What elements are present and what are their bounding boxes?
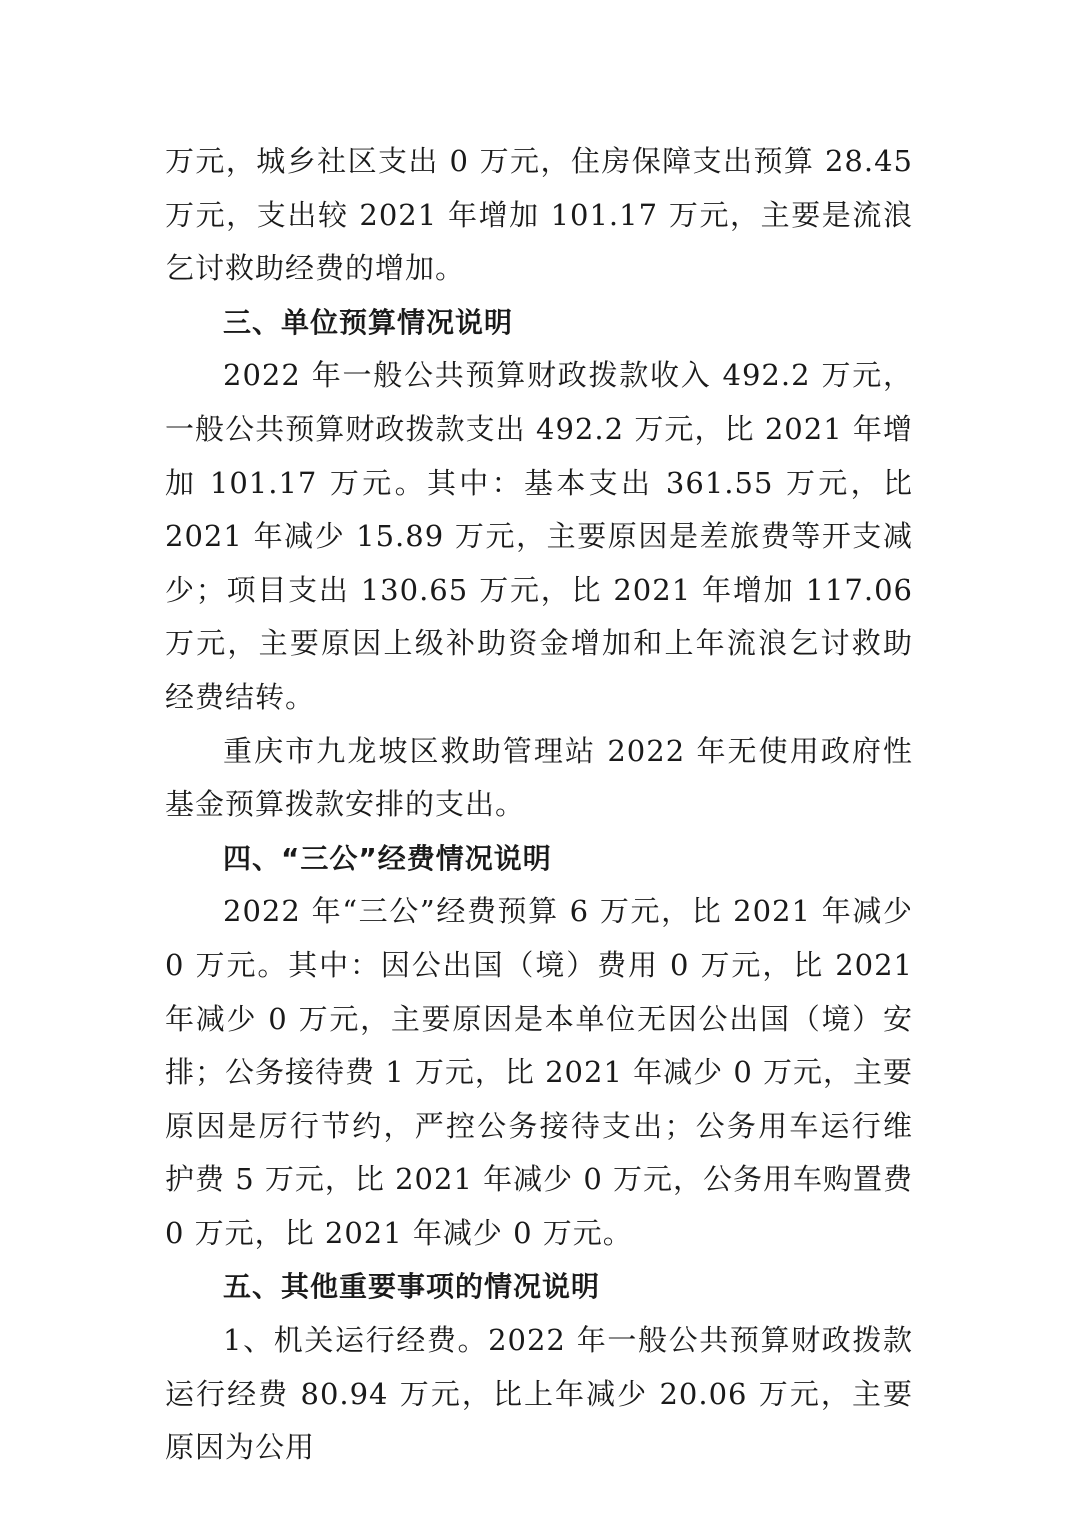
section-heading-three-public: 四、“三公”经费情况说明 bbox=[223, 841, 552, 875]
section-heading-other-matters: 五、其他重要事项的情况说明 bbox=[223, 1270, 601, 1304]
document-body bbox=[165, 135, 913, 1475]
paragraph-continued-expenditure: 万元，城乡社区支出 0 万元，住房保障支出预算 28.45 万元，支出较 2021 年增加 101.17 万元，主要是流浪乞讨救助经费的增加。 bbox=[165, 144, 913, 286]
paragraph-operating-funds: 1、机关运行经费。2022 年一般公共预算财政拨款运行经费 80.94 万元，比上年减少 20.06 万元，主要原因为公用 bbox=[165, 1323, 913, 1465]
paragraph-general-budget: 2022 年一般公共预算财政拨款收入 492.2 万元，一般公共预算财政拨款支出 492.2 万元，比 2021 年增加 101.17 万元。其中：基本支出 361.55 万元，比 2021 年减少 15.89 万元，主要原因是差旅费等开支减少；项目支出 130.65 万元，比 2021 年增加 117.06 万元，主要原因上级补助资金增加和上年流浪乞讨救助经费结转。 bbox=[165, 358, 913, 714]
paragraph-government-fund: 重庆市九龙坡区救助管理站 2022 年无使用政府性基金预算拨款安排的支出。 bbox=[165, 733, 913, 822]
section-heading-unit-budget: 三、单位预算情况说明 bbox=[223, 305, 514, 339]
paragraph-three-public-funds: 2022 年“三公”经费预算 6 万元，比 2021 年减少 0 万元。其中：因公出国（境）费用 0 万元，比 2021 年减少 0 万元，主要原因是本单位无因公出国（境）安排；公务接待费 1 万元，比 2021 年减少 0 万元，主要原因是厉行节约，严控公务接待支出；公务用车运行维护费 5 万元，比 2021 年减少 0 万元，公务用车购置费 0 万元，比 2021 年减少 0 万元。 bbox=[165, 894, 914, 1250]
